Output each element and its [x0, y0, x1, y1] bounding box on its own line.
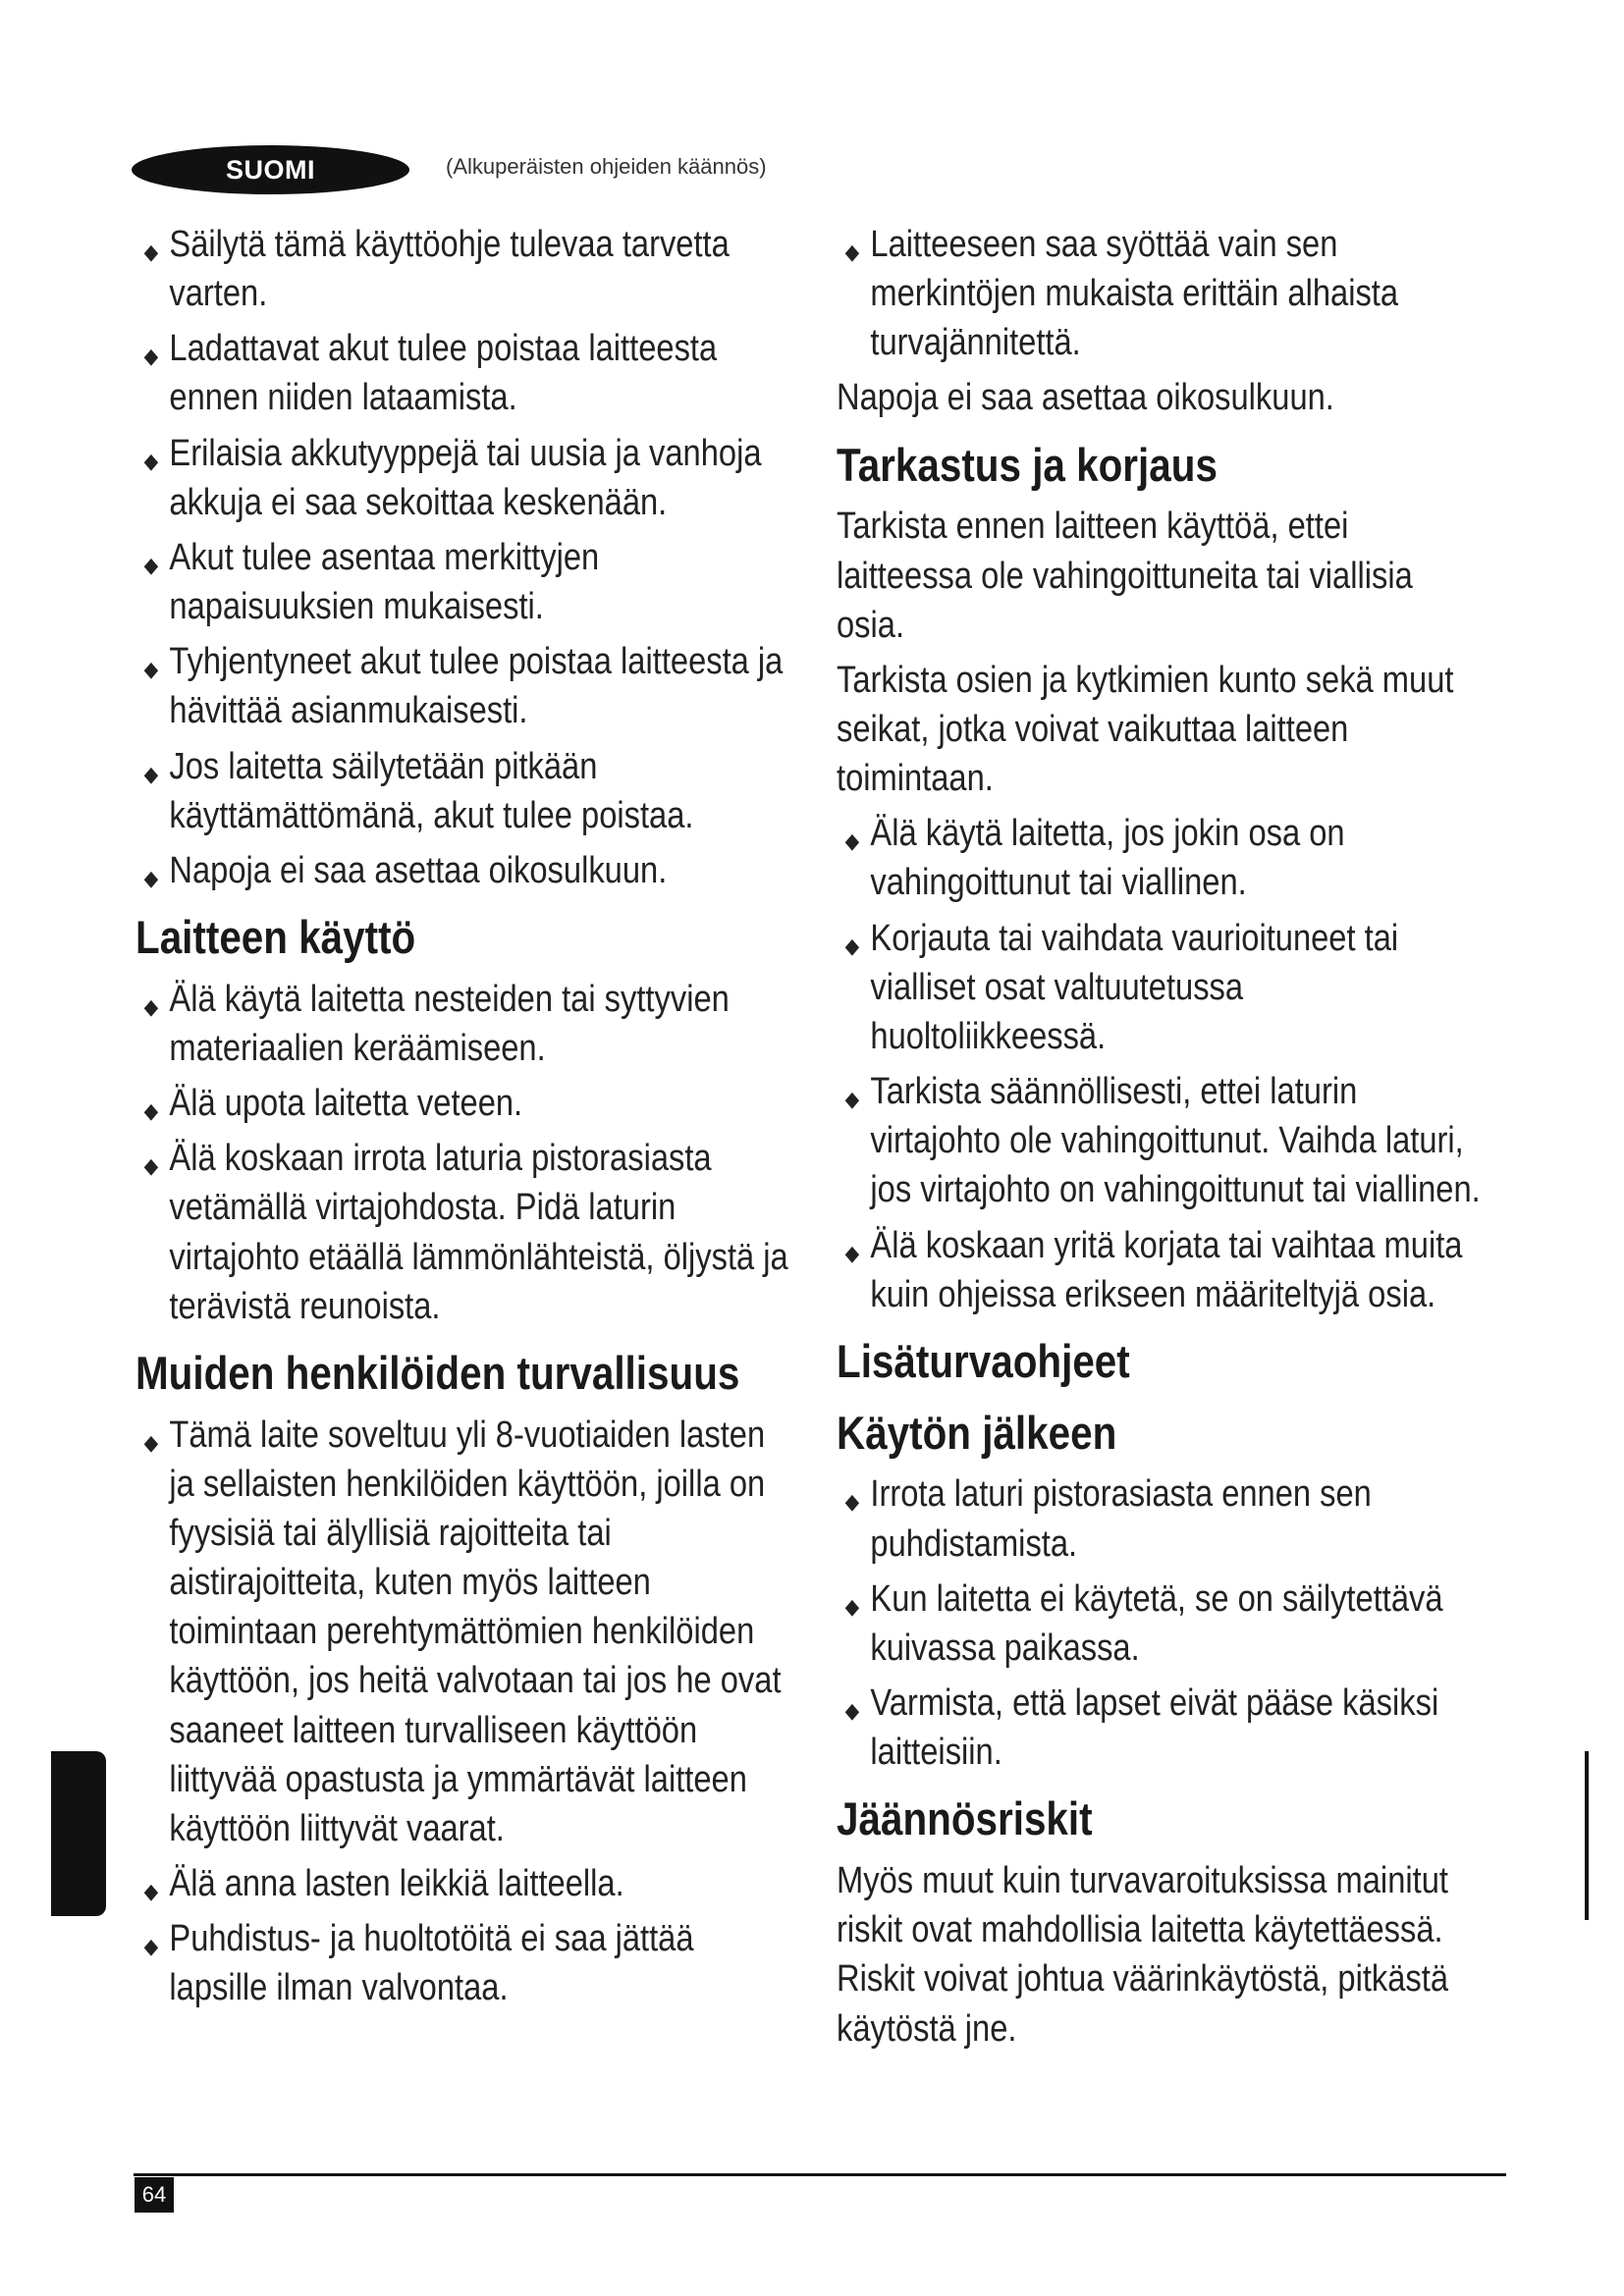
list-item: ◆ Älä koskaan yritä korjata tai vaihtaa muita kuin ohjeissa erikseen määriteltyjä osia.	[837, 1221, 1485, 1319]
language-label: SUOMI	[225, 154, 315, 185]
bullet-icon: ◆	[143, 1934, 159, 1959]
section-heading-after-use: Käytön jälkeen	[837, 1406, 1117, 1459]
paragraph: Napoja ei saa asettaa oikosulkuun.	[837, 377, 1334, 419]
list-item: ◆ Älä anna lasten leikkiä laitteella.	[135, 1859, 794, 1908]
section-heading-device-use: Laitteen käyttö	[135, 911, 416, 964]
list-item: ◆ Säilytä tämä käyttöohje tulevaa tarvetta varten.	[135, 220, 794, 318]
footer-divider	[134, 2173, 1506, 2176]
list-item: ◆ Ladattavat akut tulee poistaa laitteesta ennen niiden lataamista.	[135, 324, 794, 422]
bullet-icon: ◆	[143, 761, 159, 786]
list-item: ◆ Tyhjentyneet akut tulee poistaa laitteesta ja hävittää asianmukaisesti.	[135, 637, 794, 735]
bullet-icon: ◆	[143, 993, 159, 1019]
bullet-icon: ◆	[143, 1879, 159, 1904]
list-item: ◆ Tämä laite soveltuu yli 8-vuotiaiden lasten ja sellaisten henkilöiden käyttöön, joilla on fyysisiä tai älyllisiä rajoitteita tai aistirajoitteita, kuten myös laitteen toimintaan perehtymättömien henkilöiden käyttöön, jos heitä valvotaan tai jos he ovat saaneet laitteen turvalliseen käyttöön liittyvää opastusta ja ymmärtävät laitteen käyttöön liittyvät vaarat.	[135, 1411, 794, 1853]
list-item: ◆ Varmista, että lapset eivät pääse käsiksi laitteisiin.	[837, 1679, 1485, 1777]
list-item: ◆ Älä koskaan irrota laturia pistorasiasta vetämällä virtajohdosta. Pidä laturin virtajohto etäällä lämmönlähteistä, öljystä ja terävistä reunoista.	[135, 1134, 794, 1331]
bullet-icon: ◆	[844, 933, 860, 958]
bullet-icon: ◆	[143, 448, 159, 473]
paragraph: Tarkista osien ja kytkimien kunto sekä muut seikat, jotka voivat vaikuttaa laitteen toimintaan.	[837, 659, 1454, 800]
section-heading-inspection: Tarkastus ja korjaus	[837, 438, 1218, 491]
list-item: ◆ Laitteeseen saa syöttää vain sen merkintöjen mukaista erittäin alhaista turvajännitettä.	[837, 220, 1485, 367]
bullet-icon: ◆	[844, 240, 860, 264]
right-column	[837, 220, 1485, 2059]
bullet-icon: ◆	[844, 1087, 860, 1112]
list-item: ◆ Tarkista säännöllisesti, ettei laturin virtajohto ole vahingoittunut. Vaihda laturi, jos virtajohto on vahingoittunut tai viallinen.	[837, 1067, 1485, 1214]
list-item: ◆ Korjauta tai vaihdata vaurioituneet tai vialliset osat valtuutetussa huoltoliikkeessä.	[837, 914, 1485, 1061]
list-item: ◆ Erilaisia akkutyyppejä tai uusia ja vanhoja akkuja ei saa sekoittaa keskenään.	[135, 429, 794, 527]
bullet-icon: ◆	[844, 1240, 860, 1265]
paragraph: Myös muut kuin turvavaroituksissa mainitut riskit ovat mahdollisia laitetta käytettäessä. Riskit voivat johtua väärinkäytöstä, pitkästä käytöstä jne.	[837, 1860, 1449, 2050]
section-heading-residual-risks: Jäännösriskit	[837, 1792, 1093, 1845]
bullet-icon: ◆	[844, 828, 860, 854]
section-heading-others-safety: Muiden henkilöiden turvallisuus	[135, 1346, 740, 1399]
list-item: ◆ Älä käytä laitetta nesteiden tai syttyvien materiaalien keräämiseen.	[135, 975, 794, 1073]
bullet-icon: ◆	[143, 1153, 159, 1179]
bullet-icon: ◆	[844, 1698, 860, 1723]
left-column	[135, 220, 794, 2019]
list-item: ◆ Puhdistus- ja huoltotöitä ei saa jättää lapsille ilman valvontaa.	[135, 1914, 794, 2012]
translation-note: (Alkuperäisten ohjeiden käännös)	[446, 154, 767, 179]
bullet-icon: ◆	[143, 240, 159, 264]
bullet-icon: ◆	[143, 552, 159, 577]
list-item: ◆ Älä upota laitetta veteen.	[135, 1079, 794, 1128]
list-item: ◆ Akut tulee asentaa merkittyjen napaisuuksien mukaisesti.	[135, 533, 794, 631]
section-heading-additional-safety: Lisäturvaohjeet	[837, 1334, 1130, 1387]
list-item: ◆ Kun laitetta ei käytetä, se on säilytettävä kuivassa paikassa.	[837, 1575, 1485, 1673]
margin-line	[1585, 1751, 1589, 1920]
bullet-icon: ◆	[143, 657, 159, 682]
paragraph: Tarkista ennen laitteen käyttöä, ettei laitteessa ole vahingoittuneita tai viallisia osia.	[837, 506, 1413, 646]
list-item: ◆ Napoja ei saa asettaa oikosulkuun.	[135, 846, 794, 895]
page-number: 64	[135, 2177, 174, 2213]
list-item: ◆ Jos laitetta säilytetään pitkään käyttämättömänä, akut tulee poistaa.	[135, 742, 794, 840]
language-badge	[132, 145, 409, 194]
bullet-icon: ◆	[844, 1593, 860, 1619]
list-item: ◆ Irrota laturi pistorasiasta ennen sen puhdistamista.	[837, 1469, 1485, 1568]
bullet-icon: ◆	[844, 1489, 860, 1515]
bullet-icon: ◆	[143, 865, 159, 890]
bullet-icon: ◆	[143, 344, 159, 369]
list-item: ◆ Älä käytä laitetta, jos jokin osa on vahingoittunut tai viallinen.	[837, 809, 1485, 907]
section-tab-marker	[51, 1751, 106, 1916]
bullet-icon: ◆	[143, 1429, 159, 1455]
bullet-icon: ◆	[143, 1098, 159, 1124]
